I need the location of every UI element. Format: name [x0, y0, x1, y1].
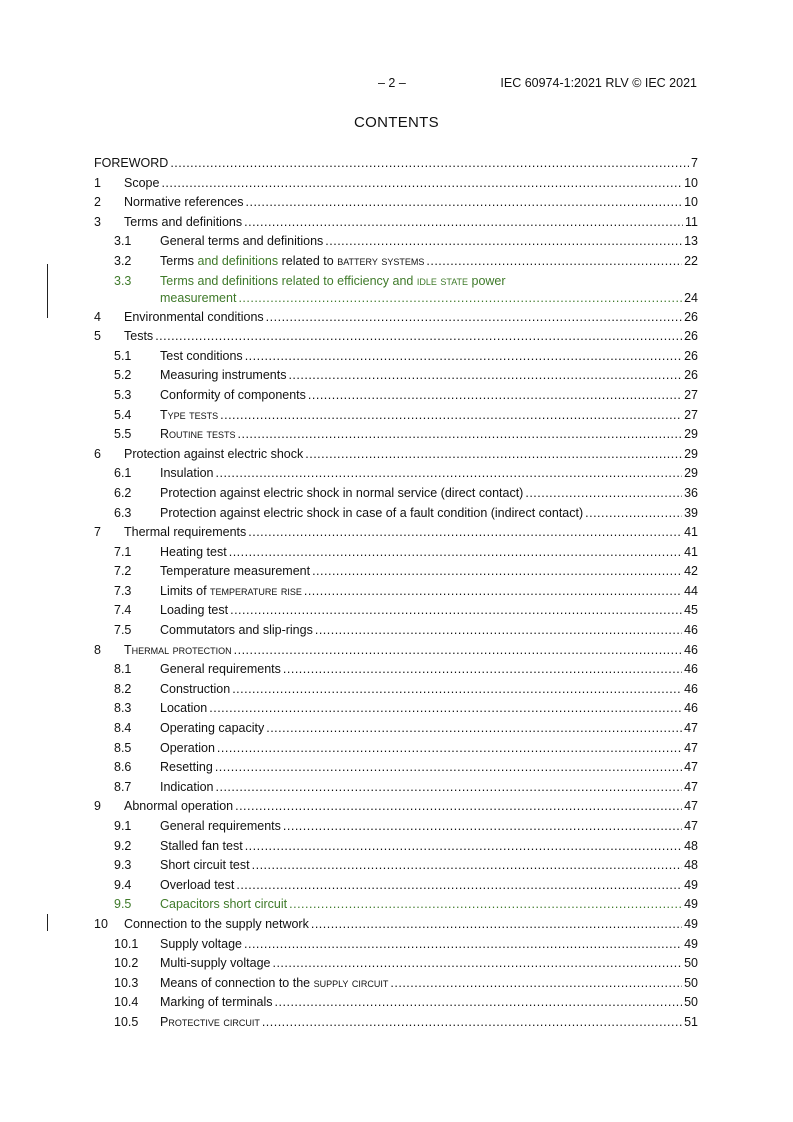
toc-number: 10.2 — [114, 956, 139, 971]
toc-page: 51 — [684, 1014, 698, 1029]
toc-entry-8-2[interactable] — [94, 682, 698, 702]
toc-label: Tests — [124, 329, 154, 344]
toc-page: 41 — [684, 544, 698, 559]
toc-entry-10-5[interactable] — [94, 1015, 698, 1035]
toc-label — [160, 976, 388, 990]
toc-entry-8-3[interactable] — [94, 701, 698, 721]
label-part: Limits of — [160, 583, 211, 598]
toc-label: Thermal protection — [124, 642, 232, 657]
toc-number: 9.2 — [114, 838, 132, 853]
toc-label: Capacitors short circuit — [160, 897, 288, 912]
leader-dots — [325, 234, 682, 248]
leader-dots — [246, 195, 683, 209]
toc-entry-9-2[interactable] — [94, 839, 698, 859]
leader-dots — [232, 682, 682, 696]
defined-term: temperature rise — [210, 583, 302, 598]
toc-number: 6.3 — [114, 505, 132, 520]
toc-page: 49 — [684, 916, 698, 931]
toc-label: Temperature measurement — [160, 564, 311, 579]
toc-number: 7.5 — [114, 623, 132, 638]
toc-page: 50 — [684, 975, 698, 990]
leader-dots — [238, 291, 682, 305]
leader-dots — [311, 917, 682, 931]
toc-label: Stalled fan test — [160, 838, 243, 853]
toc-number: 3.3 — [114, 273, 132, 288]
leader-dots — [312, 564, 682, 578]
change-bar — [47, 264, 48, 318]
toc-label: Routine tests — [160, 427, 236, 442]
toc-page: 26 — [684, 329, 698, 344]
toc-page: 10 — [684, 175, 698, 190]
leader-dots — [155, 329, 682, 343]
leader-dots — [161, 176, 682, 190]
leader-dots — [230, 603, 682, 617]
toc-page: 46 — [684, 642, 698, 657]
toc-page: 41 — [684, 525, 698, 540]
toc-entry-3-3[interactable] — [94, 274, 698, 310]
toc-label: Environmental conditions — [124, 309, 264, 324]
change-bar — [47, 914, 48, 931]
leader-dots — [238, 427, 683, 441]
leader-dots — [283, 662, 682, 676]
toc-page: 27 — [684, 387, 698, 402]
added-text: and definitions — [197, 253, 279, 268]
toc-page: 46 — [684, 662, 698, 677]
toc-entry-8[interactable] — [94, 643, 698, 663]
toc-label: Test conditions — [160, 348, 243, 363]
toc-label: FOREWORD — [94, 156, 169, 170]
leader-dots — [248, 525, 682, 539]
toc-number: 8.6 — [114, 760, 132, 775]
toc-number: 6.2 — [114, 485, 132, 500]
toc-entry-9[interactable] — [94, 799, 698, 819]
toc-page: 46 — [684, 701, 698, 716]
toc-label: Insulation — [160, 466, 214, 481]
toc-page: 44 — [684, 583, 698, 598]
toc-entry-7-1[interactable] — [94, 545, 698, 565]
toc-entry-10-4[interactable] — [94, 995, 698, 1015]
toc-page: 24 — [684, 290, 698, 305]
toc-label: Short circuit test — [160, 858, 250, 873]
toc-entry-8-1[interactable] — [94, 662, 698, 682]
label-part: Terms and definitions related to efficiency and — [160, 273, 417, 288]
toc-label — [160, 584, 302, 598]
defined-term: supply circuit — [313, 975, 389, 990]
toc-page: 10 — [684, 195, 698, 210]
toc-page: 50 — [684, 995, 698, 1010]
toc-number: 8 — [94, 642, 101, 657]
leader-dots — [216, 466, 683, 480]
leader-dots — [245, 349, 682, 363]
toc-page: 42 — [684, 564, 698, 579]
toc-number: 10 — [94, 916, 108, 931]
toc-entry-2[interactable] — [94, 195, 698, 215]
leader-dots — [289, 897, 682, 911]
toc-label-continued: measurement — [160, 290, 237, 305]
toc-label: Protection against electric shock — [124, 446, 304, 461]
toc-label: Heating test — [160, 544, 227, 559]
toc-label: Type tests — [160, 407, 219, 422]
toc-number: 5.3 — [114, 387, 132, 402]
toc-label: Scope — [124, 175, 160, 190]
toc-page: 49 — [684, 877, 698, 892]
toc-label: Normative references — [124, 195, 244, 210]
toc-page: 47 — [684, 740, 698, 755]
toc-entry-5[interactable] — [94, 329, 698, 349]
toc-number: 3 — [94, 214, 101, 229]
toc-label: Measuring instruments — [160, 368, 287, 383]
toc-number: 10.4 — [114, 995, 139, 1010]
toc-page: 47 — [684, 819, 698, 833]
toc-entry-9-1[interactable] — [94, 819, 698, 839]
toc-entry-8-7[interactable] — [94, 780, 698, 800]
toc-entry-10-3[interactable] — [94, 976, 698, 996]
leader-dots — [288, 368, 682, 382]
toc-number: 5.5 — [114, 427, 132, 442]
leader-dots — [234, 643, 682, 657]
toc-number: 3.2 — [114, 253, 132, 268]
toc-entry-7[interactable] — [94, 525, 698, 545]
toc-number: 10.5 — [114, 1014, 139, 1029]
leader-dots — [252, 858, 682, 872]
toc-label: Multi-supply voltage — [160, 956, 271, 971]
label-part: power — [468, 273, 506, 288]
toc-entry-5-1[interactable] — [94, 349, 698, 369]
toc-number: 3.1 — [114, 234, 132, 249]
toc-page: 29 — [684, 446, 698, 461]
toc-entry-3-2[interactable] — [94, 254, 698, 274]
toc-label: Location — [160, 701, 208, 716]
page-header — [0, 76, 793, 94]
toc-number: 9.1 — [114, 819, 132, 833]
toc-page: 48 — [684, 858, 698, 873]
page-number: – 2 – — [378, 76, 406, 90]
toc-entry-foreword[interactable] — [94, 156, 698, 176]
toc-number: 8.1 — [114, 662, 132, 677]
toc-label: Abnormal operation — [124, 799, 234, 814]
toc-label: Protection against electric shock in normal service (direct contact) — [160, 485, 524, 500]
label-part: Means of connection to the — [160, 975, 314, 990]
toc-page: 46 — [684, 623, 698, 638]
toc-page: 29 — [684, 466, 698, 481]
defined-term: battery systems — [337, 253, 425, 268]
toc-page: 47 — [684, 779, 698, 794]
label-part: related to — [278, 253, 338, 268]
toc-number: 9.4 — [114, 877, 132, 892]
toc-number: 1 — [94, 175, 101, 190]
toc-number: 9.5 — [114, 897, 132, 912]
leader-dots — [308, 388, 682, 402]
toc-entry-10[interactable] — [94, 917, 698, 937]
toc-entry-8-4[interactable] — [94, 721, 698, 741]
toc-page: 47 — [684, 760, 698, 775]
toc-page: 47 — [684, 721, 698, 736]
toc-entry-9-4[interactable] — [94, 878, 698, 898]
toc-page: 26 — [684, 309, 698, 324]
toc-page: 26 — [684, 348, 698, 363]
contents-title: CONTENTS — [354, 114, 439, 131]
leader-dots — [229, 545, 682, 559]
leader-dots — [215, 760, 682, 774]
leader-dots — [262, 1015, 682, 1029]
toc-number: 8.7 — [114, 779, 132, 794]
toc-entry-6-1[interactable] — [94, 466, 698, 486]
toc-entry-9-3[interactable] — [94, 858, 698, 878]
toc-label: General requirements — [160, 819, 281, 833]
toc-number: 5.1 — [114, 348, 132, 363]
toc-label: General terms and definitions — [160, 234, 324, 249]
leader-dots — [272, 956, 682, 970]
label-part: Terms — [160, 253, 198, 268]
leader-dots — [236, 878, 682, 892]
document-identifier: IEC 60974-1:2021 RLV © IEC 2021 — [500, 76, 697, 90]
toc-number: 9 — [94, 799, 101, 814]
leader-dots — [426, 254, 682, 268]
toc-entry-7-2[interactable] — [94, 564, 698, 584]
toc-label — [160, 274, 506, 291]
toc-number: 5.4 — [114, 407, 132, 422]
toc-entry-5-4[interactable] — [94, 408, 698, 428]
toc-entry-10-1[interactable] — [94, 937, 698, 957]
toc-number: 8.2 — [114, 681, 132, 696]
toc-page: 45 — [684, 603, 698, 618]
leader-dots — [315, 623, 682, 637]
toc-number: 8.5 — [114, 740, 132, 755]
toc-label — [160, 254, 424, 268]
toc-page: 50 — [684, 956, 698, 971]
toc-entry-6-3[interactable] — [94, 506, 698, 526]
toc-entry-5-2[interactable] — [94, 368, 698, 388]
toc-label: Protective circuit — [160, 1014, 260, 1029]
toc-entry-5-3[interactable] — [94, 388, 698, 408]
toc-label: Thermal requirements — [124, 525, 247, 540]
toc-number: 5.2 — [114, 368, 132, 383]
leader-dots — [216, 780, 683, 794]
toc-number: 10.1 — [114, 936, 139, 951]
toc-label: Conformity of components — [160, 387, 306, 402]
toc-number: 7.2 — [114, 564, 132, 579]
toc-label: Loading test — [160, 603, 229, 618]
leader-dots — [235, 799, 682, 813]
toc-label: Operating capacity — [160, 721, 265, 736]
toc-entry-4[interactable] — [94, 310, 698, 330]
toc-number: 9.3 — [114, 858, 132, 873]
toc-number: 10.3 — [114, 975, 139, 990]
toc-page: 49 — [684, 897, 698, 912]
toc-entry-7-5[interactable] — [94, 623, 698, 643]
toc-label: Resetting — [160, 760, 213, 775]
toc-number: 7.4 — [114, 603, 132, 618]
toc-entry-10-2[interactable] — [94, 956, 698, 976]
leader-dots — [220, 408, 682, 422]
toc-page: 7 — [691, 156, 698, 170]
toc-entry-7-4[interactable] — [94, 603, 698, 623]
toc-label: Supply voltage — [160, 936, 243, 951]
toc-page: 27 — [684, 407, 698, 422]
toc-label: Indication — [160, 779, 214, 794]
table-of-contents — [94, 156, 698, 1035]
leader-dots — [585, 506, 682, 520]
toc-page: 49 — [684, 936, 698, 951]
defined-term: idle state — [416, 273, 469, 288]
leader-dots — [217, 741, 682, 755]
leader-dots — [244, 215, 683, 229]
toc-label: Protection against electric shock in case of a fault condition (indirect contact) — [160, 505, 584, 520]
toc-entry-8-5[interactable] — [94, 741, 698, 761]
leader-dots — [245, 839, 682, 853]
toc-page: 36 — [684, 485, 698, 500]
toc-entry-3-1[interactable] — [94, 234, 698, 254]
toc-page: 39 — [684, 505, 698, 520]
toc-label: Overload test — [160, 877, 235, 892]
toc-page: 48 — [684, 838, 698, 853]
leader-dots — [170, 156, 689, 170]
toc-entry-8-6[interactable] — [94, 760, 698, 780]
toc-page: 47 — [684, 799, 698, 814]
toc-page: 13 — [684, 234, 698, 249]
toc-label: Terms and definitions — [124, 214, 243, 229]
toc-label: Marking of terminals — [160, 995, 273, 1010]
toc-page: 46 — [684, 681, 698, 696]
toc-number: 8.4 — [114, 721, 132, 736]
leader-dots — [266, 310, 682, 324]
toc-number: 6.1 — [114, 466, 132, 481]
toc-number: 7 — [94, 525, 101, 540]
leader-dots — [525, 486, 682, 500]
leader-dots — [209, 701, 682, 715]
toc-number: 6 — [94, 446, 101, 461]
leader-dots — [244, 937, 682, 951]
toc-entry-7-3[interactable] — [94, 584, 698, 604]
toc-entry-5-5[interactable] — [94, 427, 698, 447]
leader-dots — [305, 447, 682, 461]
toc-label: Commutators and slip-rings — [160, 623, 313, 638]
leader-dots — [275, 995, 683, 1009]
toc-entry-6-2[interactable] — [94, 486, 698, 506]
toc-page: 22 — [684, 253, 698, 268]
toc-label: General requirements — [160, 662, 281, 677]
toc-page: 29 — [684, 427, 698, 442]
leader-dots — [283, 819, 682, 833]
leader-dots — [266, 721, 682, 735]
leader-dots — [390, 976, 682, 990]
toc-label: Construction — [160, 681, 231, 696]
toc-entry-6[interactable] — [94, 447, 698, 467]
toc-number: 8.3 — [114, 701, 132, 716]
toc-entry-9-5[interactable] — [94, 897, 698, 917]
toc-page: 26 — [684, 368, 698, 383]
toc-entry-3[interactable] — [94, 215, 698, 235]
toc-number: 7.3 — [114, 583, 132, 598]
toc-label: Connection to the supply network — [124, 916, 309, 931]
toc-label: Operation — [160, 740, 215, 755]
toc-number: 2 — [94, 195, 101, 210]
toc-page: 11 — [685, 214, 698, 229]
toc-number: 5 — [94, 329, 101, 344]
leader-dots — [304, 584, 682, 598]
toc-entry-1[interactable] — [94, 176, 698, 196]
toc-number: 7.1 — [114, 544, 132, 559]
toc-number: 4 — [94, 309, 101, 324]
